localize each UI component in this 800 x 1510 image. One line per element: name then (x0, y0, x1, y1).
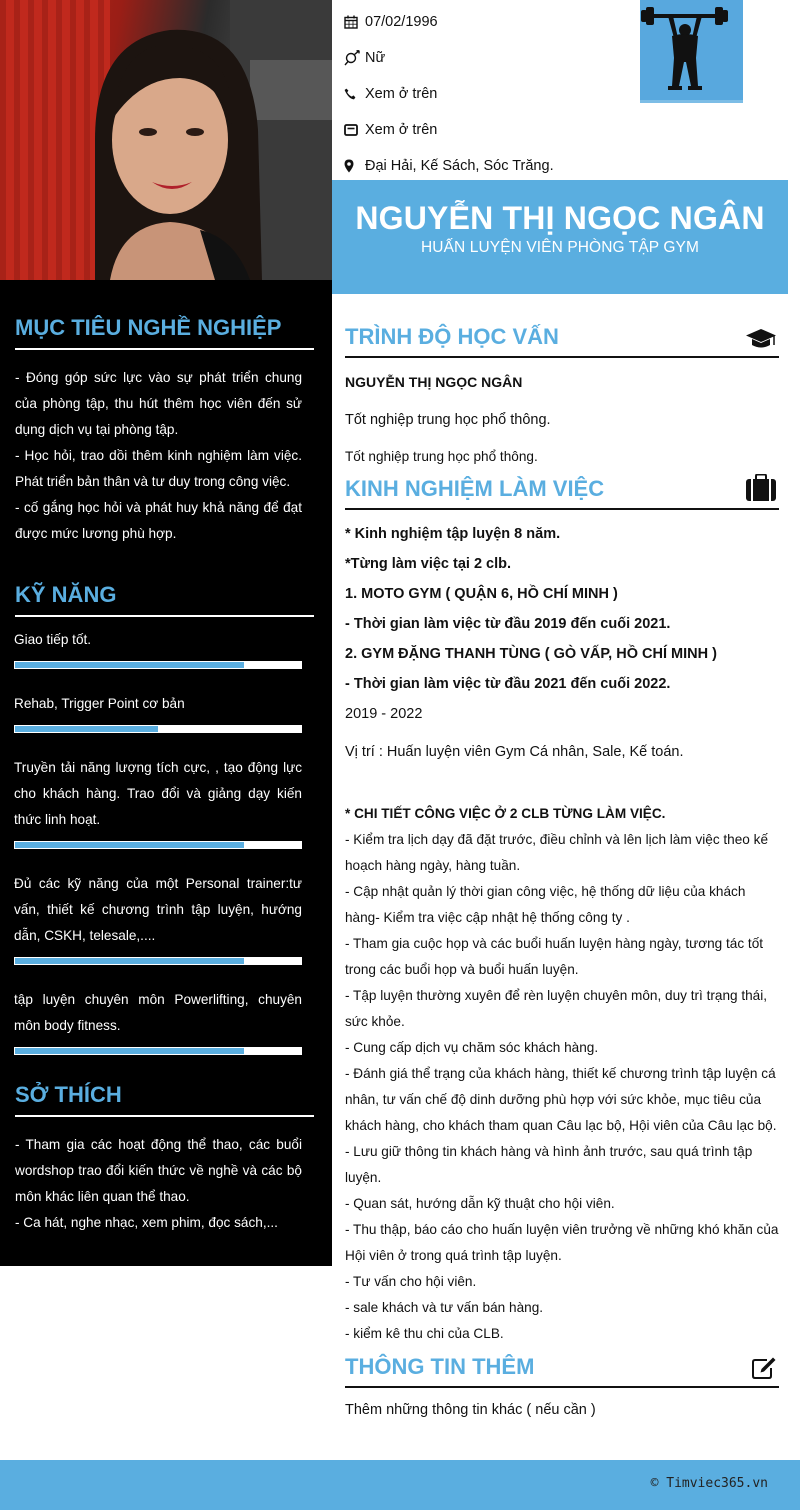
education-degree: Tốt nghiệp trung học phổ thông. (345, 412, 551, 428)
map-marker-icon (344, 159, 365, 173)
skill-name: Truyền tải năng lượng tích cực, , tạo động lực cho khách hàng. Trao đổi và giảng dạy kiến thức linh hoạt. (14, 760, 302, 827)
skill-bar-fill (15, 662, 244, 668)
skill-bar-fill (15, 842, 244, 848)
skill-name: tập luyện chuyên môn Powerlifting, chuyên môn body fitness. (14, 992, 302, 1033)
contact-email (344, 120, 437, 140)
career-objective-line: - Đóng góp sức lực vào sự phát triển chung của phòng tập, thu hút thêm học viên đến sử dụng dịch vụ tại phòng tập. (15, 370, 302, 437)
skills-title: KỸ NĂNG (15, 583, 314, 617)
skill-bar (14, 725, 302, 733)
career-objective-line: - Học hỏi, trao dồi thêm kinh nghiệm làm việc. Phát triển bản thân và tư duy trong công việc. (15, 448, 302, 489)
hobbies-line: - Tham gia các hoạt động thể thao, các buổi wordshop trao đổi kiến thức về nghề và các bộ môn khác liên quan thể thao. (15, 1137, 302, 1204)
career-objective-text (15, 365, 302, 547)
weightlifter-logo (640, 0, 743, 103)
career-objective-title: MỤC TIÊU NGHỀ NGHIỆP (15, 316, 314, 350)
copyright-text: © Timviec365.vn (650, 1476, 768, 1491)
experience-detail-item: - Cung cấp dịch vụ chăm sóc khách hàng. (345, 1040, 599, 1055)
experience-detail-item: - kiểm kê thu chi của CLB. (345, 1326, 504, 1341)
education-school: NGUYỄN THỊ NGỌC NGÂN (345, 374, 523, 390)
email-value: Xem ở trên (365, 122, 438, 138)
footer (0, 1460, 800, 1510)
experience-title: KINH NGHIỆM LÀM VIỆC (345, 476, 605, 501)
education-section-header (345, 322, 779, 358)
skill-name: Rehab, Trigger Point cơ bản (14, 696, 185, 711)
career-objective-line: - cố gắng học hỏi và phát huy khả năng để đạt được mức lương phù hợp. (15, 500, 302, 541)
skill-bar-fill (15, 958, 244, 964)
experience-detail-item: - Thu thập, báo cáo cho huấn luyện viên trưởng về những khó khăn của Hội viên ở trong quá trình tập luyện. (345, 1222, 779, 1263)
contact-dob (344, 12, 438, 32)
experience-details-title: * CHI TIẾT CÔNG VIỆC Ở 2 CLB TỪNG LÀM VIỆC. (345, 806, 666, 821)
experience-summary-line: - Thời gian làm việc từ đầu 2019 đến cuối 2021. (345, 616, 671, 632)
candidate-name: NGUYỄN THỊ NGỌC NGÂN (355, 200, 765, 236)
education-title: TRÌNH ĐỘ HỌC VẤN (345, 324, 559, 349)
skill-bar (14, 1047, 302, 1055)
additional-text: Thêm những thông tin khác ( nếu cần ) (345, 1402, 596, 1418)
experience-detail-item: - Tham gia cuộc họp và các buổi huấn luyện hàng ngày, tương tác tốt trong các buổi họp và buổi huấn luyện. (345, 936, 764, 977)
briefcase-icon (745, 474, 777, 502)
graduation-cap-icon (745, 322, 777, 350)
experience-detail-item: - Tư vấn cho hội viên. (345, 1274, 477, 1289)
skill-bar (14, 957, 302, 965)
experience-detail-item: - sale khách và tư vấn bán hàng. (345, 1300, 544, 1315)
experience-summary-line: * Kinh nghiệm tập luyện 8 năm. (345, 526, 561, 542)
phone-value: Xem ở trên (365, 86, 438, 102)
job-title: HUẤN LUYỆN VIÊN PHÒNG TẬP GYM (421, 239, 699, 256)
experience-summary-line: - Thời gian làm việc từ đầu 2021 đến cuối 2022. (345, 676, 671, 692)
edit-icon (745, 1352, 777, 1380)
phone-icon (344, 88, 365, 100)
hobbies-title: SỞ THÍCH (15, 1083, 314, 1117)
education-description: Tốt nghiệp trung học phổ thông. (345, 449, 538, 464)
experience-detail-item: - Lưu giữ thông tin khách hàng và hình ảnh trước, sau quá trình tập luyện. (345, 1144, 753, 1185)
experience-position: Vị trí : Huấn luyện viên Gym Cá nhân, Sale, Kế toán. (345, 744, 684, 760)
experience-details (345, 801, 781, 1347)
dob-value: 07/02/1996 (365, 14, 438, 30)
experience-detail-item: - Cập nhật quản lý thời gian công việc, hệ thống dữ liệu của khách hàng- Kiểm tra việc cập nhật hệ thống công ty . (345, 884, 746, 925)
experience-detail-item: - Tập luyện thường xuyên để rèn luyện chuyên môn, duy trì trạng thái, sức khỏe. (345, 988, 768, 1029)
experience-detail-item: - Đánh giá thể trạng của khách hàng, thiết kế chương trình tập luyện cá nhân, tư vấn chế độ dinh dưỡng phù hợp với sức khỏe, mục tiêu của khách hàng, cho khách tham quan Câu lạc bộ, Hội viên của Câu lạc bộ. (345, 1066, 777, 1133)
skill-bar (14, 841, 302, 849)
skill-bar-fill (15, 1048, 244, 1054)
skill-bar (14, 661, 302, 669)
calendar-icon (344, 15, 365, 29)
experience-period: 2019 - 2022 (345, 706, 423, 722)
name-banner (332, 180, 788, 294)
skill-name: Đủ các kỹ năng của một Personal trainer:tư vấn, thiết kế chương trình tập luyện, hướng dẫn, CSKH, telesale,.... (14, 876, 302, 943)
hobbies-line: - Ca hát, nghe nhạc, xem phim, đọc sách,... (15, 1215, 278, 1230)
experience-summary-line: *Từng làm việc tại 2 clb. (345, 556, 512, 572)
experience-detail-item: - Kiểm tra lịch dạy đã đặt trước, điều chỉnh và lên lịch làm việc theo kế hoạch hàng ngày, hàng tuần. (345, 832, 768, 873)
contact-address (344, 156, 554, 176)
additional-title: THÔNG TIN THÊM (345, 1354, 535, 1379)
experience-detail-item: - Quan sát, hướng dẫn kỹ thuật cho hội viên. (345, 1196, 615, 1211)
contact-gender (344, 48, 385, 68)
gender-value: Nữ (365, 50, 386, 66)
additional-section-header (345, 1352, 779, 1388)
profile-photo-art (0, 0, 332, 280)
experience-summary-line: 1. MOTO GYM ( QUẬN 6, HỒ CHÍ MINH ) (345, 586, 618, 602)
envelope-icon (344, 124, 365, 136)
address-value: Đại Hải, Kế Sách, Sóc Trăng. (365, 158, 554, 174)
experience-summary-line: 2. GYM ĐẶNG THANH TÙNG ( GÒ VẤP, HỒ CHÍ MINH ) (345, 646, 717, 662)
gender-icon (344, 50, 365, 66)
contact-phone (344, 84, 437, 104)
profile-photo (0, 0, 332, 280)
experience-section-header (345, 474, 779, 510)
skill-bar-fill (15, 726, 158, 732)
hobbies-text (15, 1132, 302, 1236)
skill-name: Giao tiếp tốt. (14, 632, 92, 647)
